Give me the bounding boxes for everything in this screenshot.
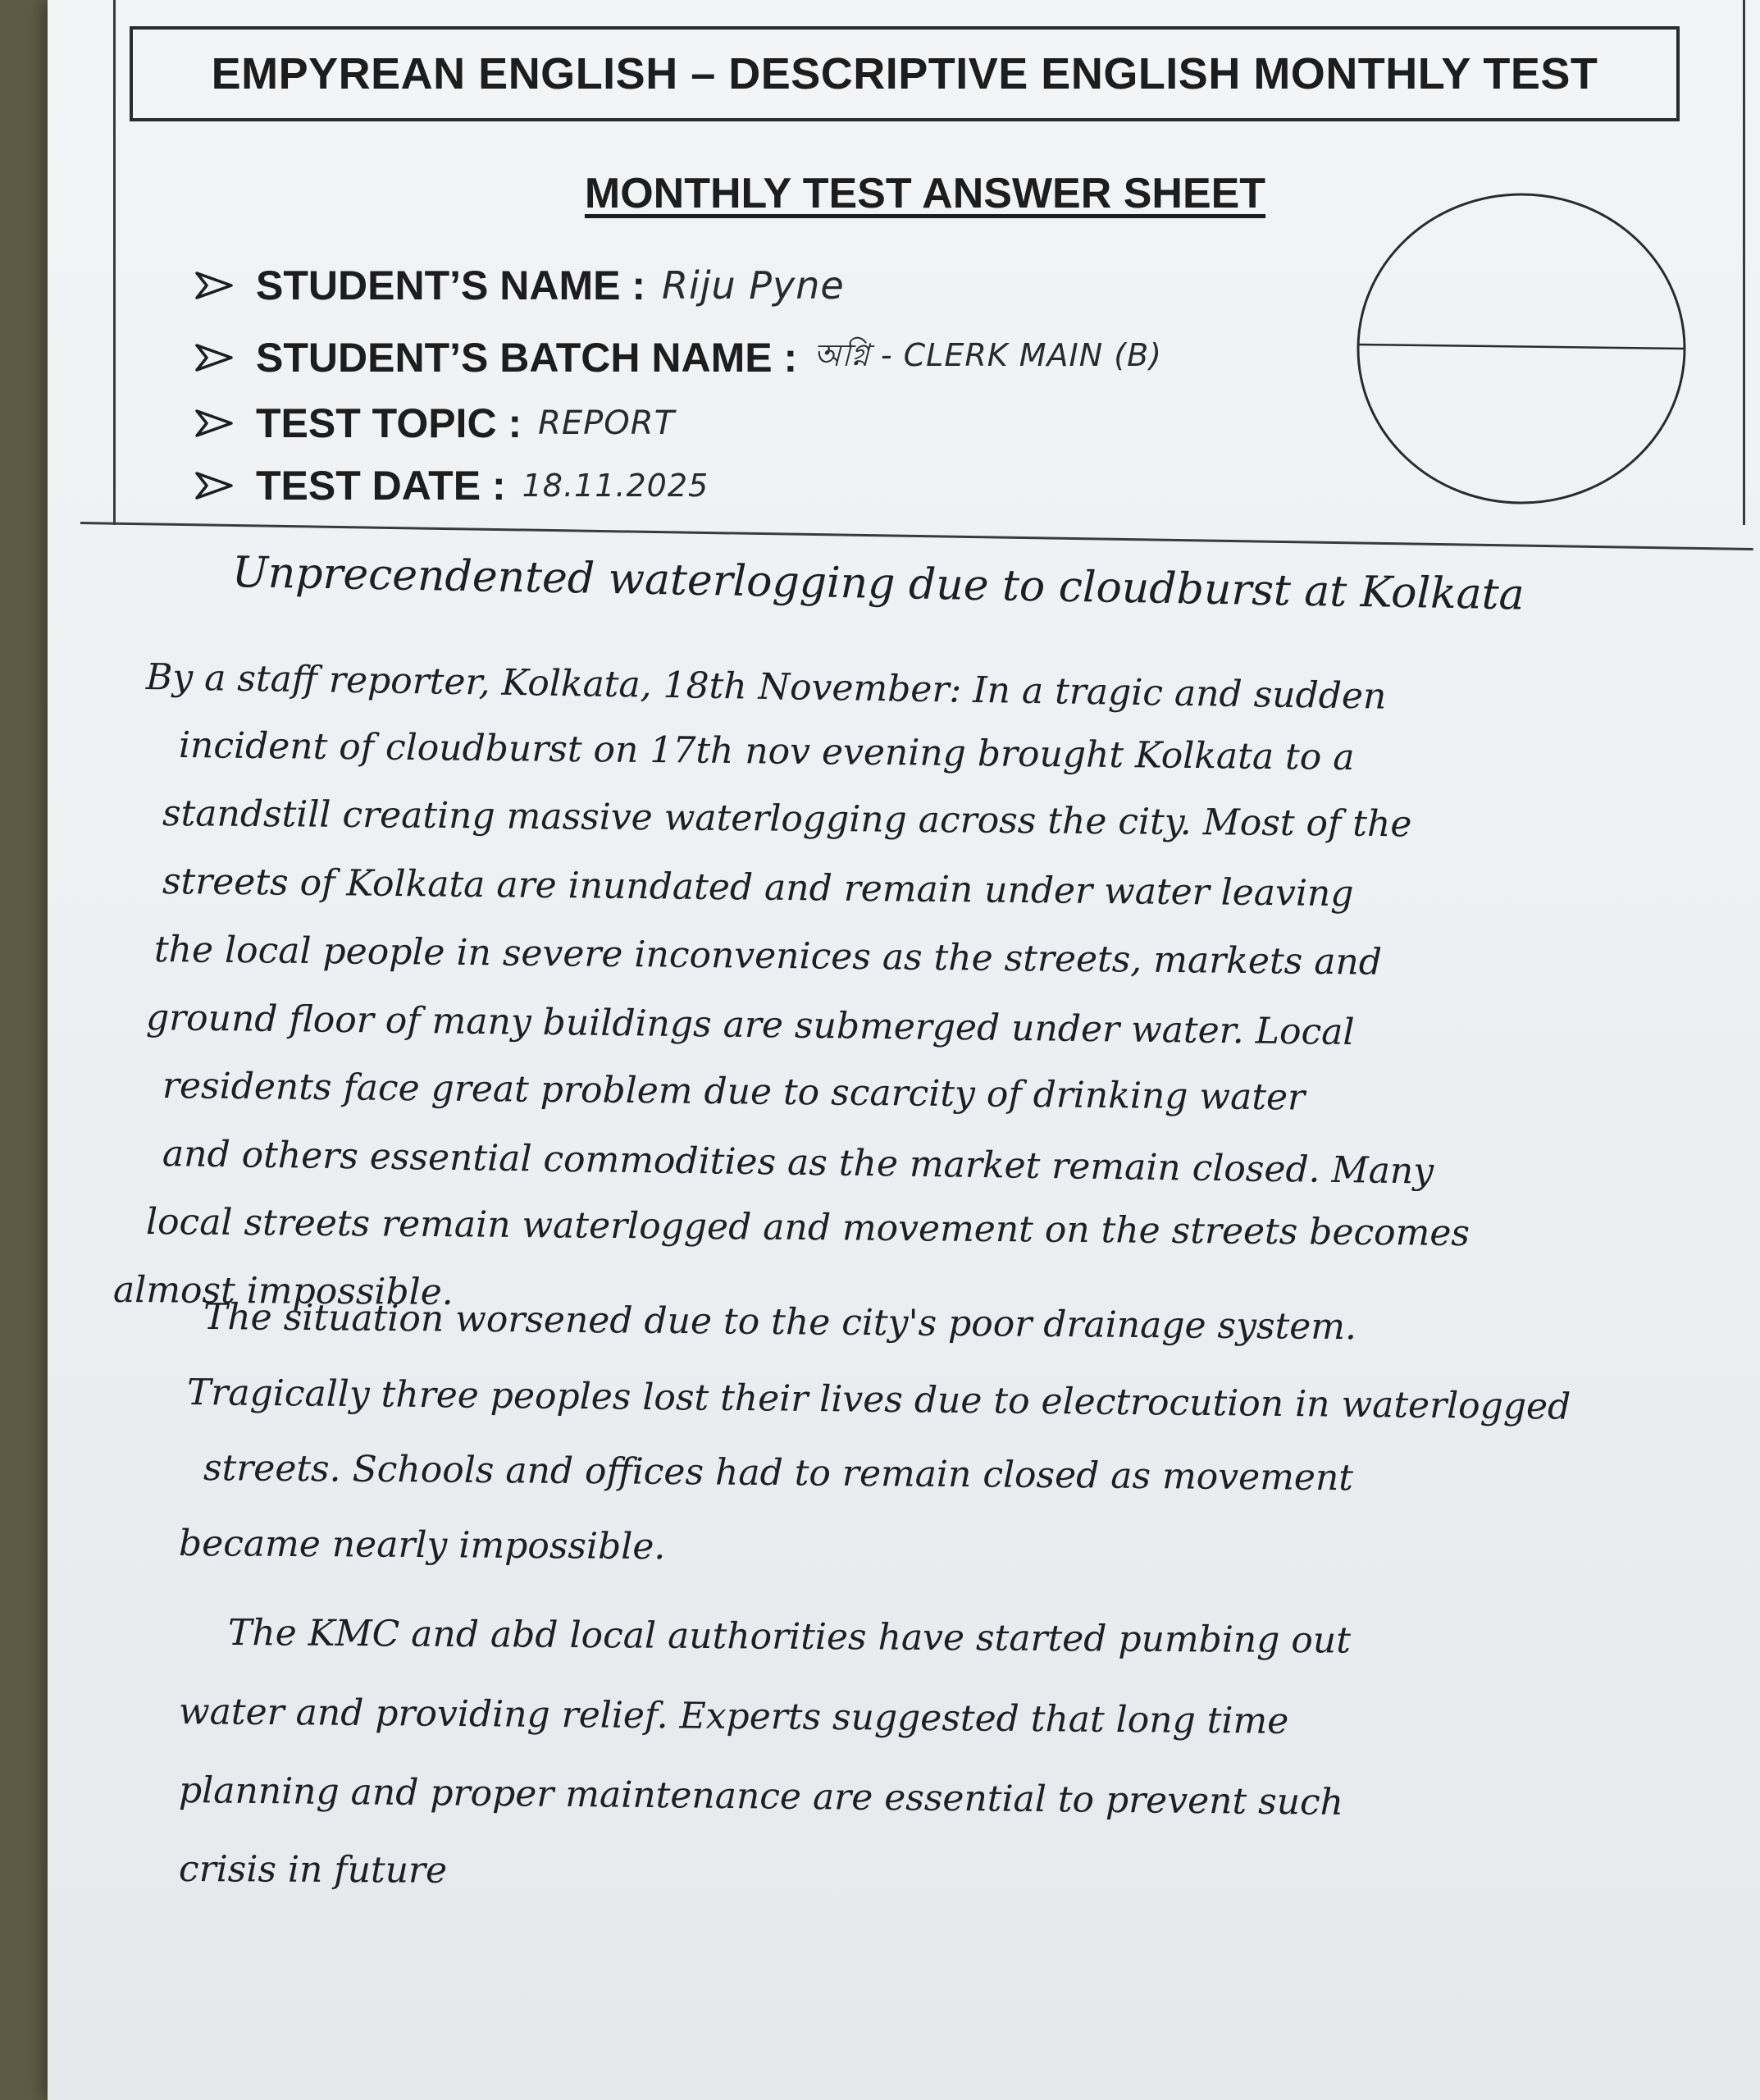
header-divider (80, 522, 1753, 550)
test-topic-label: TEST TOPIC : (256, 400, 522, 446)
handwritten-line: Tragically three peoples lost their lives due to electrocution in waterlogged (186, 1372, 1571, 1428)
test-date-label: TEST DATE : (256, 463, 506, 509)
handwritten-line: crisis in future (178, 1848, 448, 1892)
test-date-field (195, 456, 709, 515)
handwritten-line: residents face great problem due to scarcity of drinking water (162, 1065, 1306, 1119)
handwritten-line: became nearly impossible. (178, 1522, 666, 1568)
marks-circle (1353, 189, 1689, 509)
test-topic-value: REPORT (538, 404, 676, 442)
handwritten-line: streets. Schools and offices had to remain closed as movement (203, 1447, 1354, 1500)
handwritten-line: The KMC and abd local authorities have started pumbing out (227, 1612, 1352, 1662)
batch-name-value: অগ্নি - CLERK MAIN (B) (814, 337, 1162, 373)
batch-name-label: STUDENT’S BATCH NAME : (256, 335, 798, 381)
report-headline: Unprecendented waterlogging due to cloudburst at Kolkata (231, 548, 1525, 620)
test-date-value: 18.11.2025 (522, 468, 709, 504)
handwritten-line: By a staff reporter, Kolkata, 18th November: In a tragic and sudden (145, 656, 1387, 718)
handwritten-line: water and providing relief. Experts suggested that long time (178, 1691, 1289, 1742)
arrowhead-bullet-icon (195, 342, 233, 373)
student-name-field (195, 256, 845, 315)
handwritten-line: standstill creating massive waterlogging across the city. Most of the (162, 792, 1412, 846)
handwritten-line: incident of cloudburst on 17th nov evening brought Kolkata to a (178, 724, 1355, 779)
handwritten-line: The situation worsened due to the city's poor drainage system. (203, 1296, 1357, 1349)
test-title: EMPYREAN ENGLISH – DESCRIPTIVE ENGLISH MONTHLY TEST (211, 49, 1598, 98)
handwritten-line: planning and proper maintenance are essential to prevent such (178, 1769, 1344, 1824)
test-topic-field (195, 394, 675, 453)
handwritten-line: ground floor of many buildings are submerged under water. Local (145, 997, 1355, 1054)
handwritten-line: almost impossible. (112, 1269, 454, 1313)
header-box (130, 26, 1680, 121)
answer-sheet (48, 0, 1760, 2100)
handwritten-line: local streets remain waterlogged and movement on the streets becomes (145, 1201, 1470, 1255)
batch-name-field (195, 328, 1162, 387)
handwritten-line: the local people in severe inconvenices as the streets, markets and (153, 929, 1383, 984)
answer-sheet-subtitle: MONTHLY TEST ANSWER SHEET (584, 170, 1266, 217)
student-name-value: Riju Pyne (662, 263, 845, 308)
handwritten-line: streets of Kolkata are inundated and remain under water leaving (162, 861, 1354, 915)
student-name-label: STUDENT’S NAME : (256, 262, 645, 308)
handwritten-line: and others essential commodities as the market remain closed. Many (162, 1133, 1434, 1193)
arrowhead-bullet-icon (195, 408, 233, 439)
arrowhead-bullet-icon (195, 270, 233, 301)
arrowhead-bullet-icon (195, 470, 233, 501)
